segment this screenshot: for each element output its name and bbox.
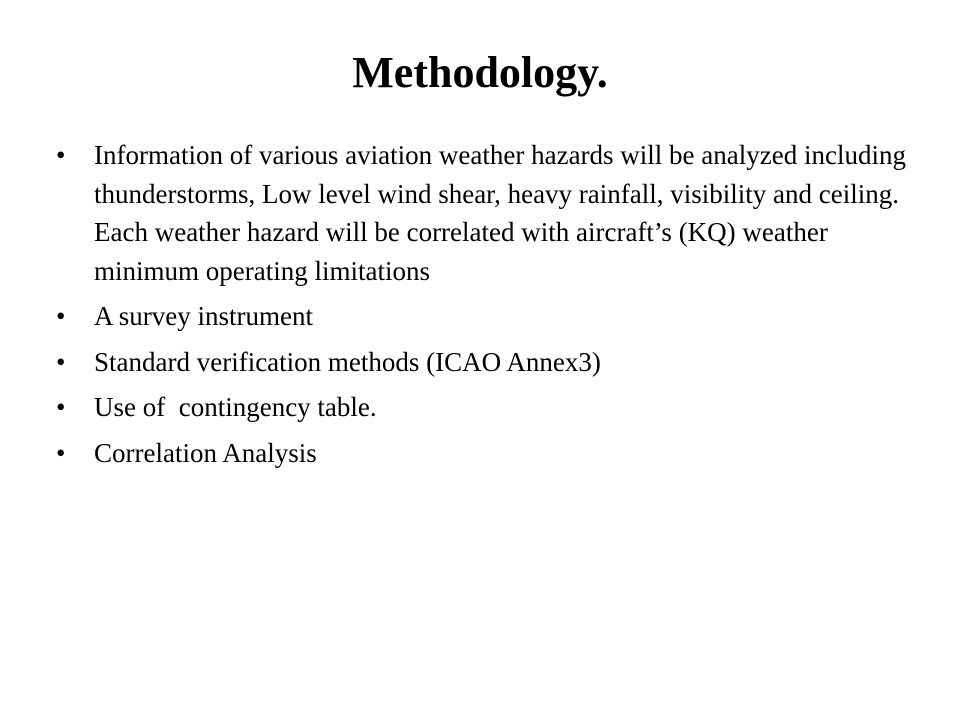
bullet-text: A survey instrument	[94, 301, 313, 331]
bullet-item	[56, 343, 906, 382]
bullet-item	[56, 136, 906, 290]
bullet-item	[56, 388, 906, 427]
bullet-text: Correlation Analysis	[94, 437, 317, 468]
bullet-dot-icon: •	[56, 392, 66, 422]
bullet-dot-icon: •	[56, 301, 66, 331]
bullet-text: Standard verification methods (ICAO Annex3)	[94, 346, 601, 377]
bullet-item	[56, 297, 906, 336]
bullet-item	[56, 434, 906, 473]
bullet-dot-icon: •	[56, 140, 66, 170]
slide-title: Methodology.	[352, 48, 608, 97]
bullet-dot-icon: •	[56, 346, 66, 377]
bullet-dot-icon: •	[56, 437, 66, 468]
bullet-list	[56, 136, 906, 479]
bullet-text: Use of contingency table.	[94, 392, 377, 422]
bullet-text: Information of various aviation weather hazards will be analyzed including thunderstorms, Low level wind shear, heavy rainfall, visibility and ceiling. Each weather hazard will be correlated with aircraft’s (KQ) weather minimum operating limitations	[94, 140, 906, 286]
